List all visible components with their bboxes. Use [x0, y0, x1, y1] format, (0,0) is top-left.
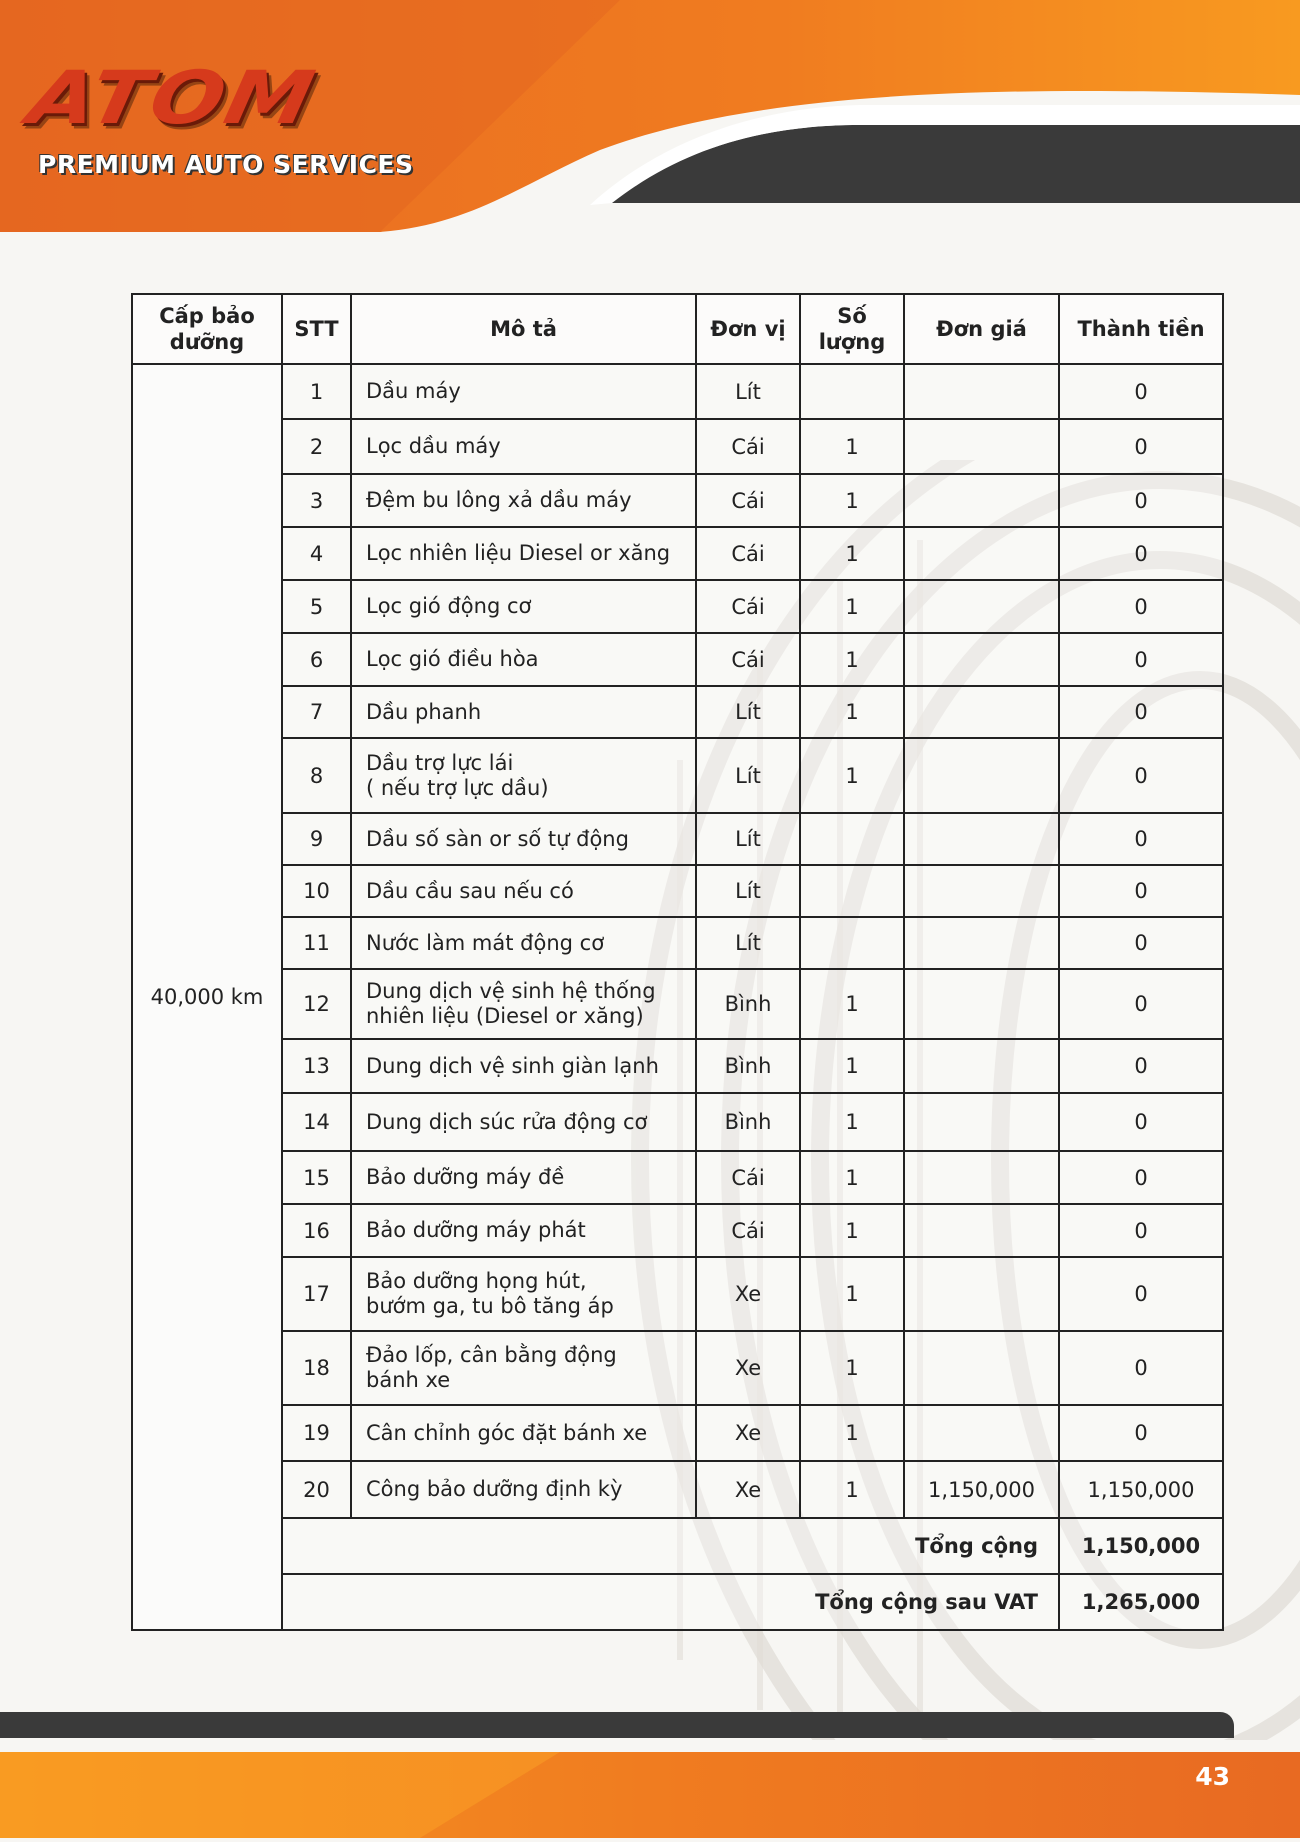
cell-stt: 18 — [282, 1331, 351, 1405]
table-row — [132, 633, 1223, 686]
cell-quantity: 1 — [800, 969, 904, 1039]
cell-amount: 0 — [1059, 419, 1223, 474]
cell-amount: 0 — [1059, 686, 1223, 738]
cell-stt: 16 — [282, 1204, 351, 1257]
cell-quantity: 1 — [800, 738, 904, 813]
cell-stt: 14 — [282, 1093, 351, 1151]
cell-description-line: bánh xe — [366, 1368, 451, 1392]
cell-description: Bảo dưỡng máy đề — [351, 1151, 696, 1204]
cell-unit: Lít — [696, 865, 800, 917]
cell-quantity — [800, 364, 904, 419]
table-row — [132, 969, 1223, 1039]
cell-description: Lọc dầu máy — [351, 419, 696, 474]
cell-unit: Xe — [696, 1461, 800, 1518]
cell-unit: Cái — [696, 419, 800, 474]
cell-amount: 0 — [1059, 1151, 1223, 1204]
table-row — [132, 580, 1223, 633]
cell-quantity: 1 — [800, 1405, 904, 1461]
table-row — [132, 1039, 1223, 1093]
cell-amount: 0 — [1059, 1093, 1223, 1151]
table-header-row — [132, 294, 1223, 364]
cell-description: Công bảo dưỡng định kỳ — [351, 1461, 696, 1518]
cell-unit: Cái — [696, 1204, 800, 1257]
cell-unit: Cái — [696, 474, 800, 527]
brand-logo — [21, 56, 438, 179]
cell-quantity — [800, 917, 904, 969]
cell-quantity: 1 — [800, 474, 904, 527]
cell-stt: 2 — [282, 419, 351, 474]
cell-unit: Xe — [696, 1331, 800, 1405]
cell-quantity: 1 — [800, 686, 904, 738]
cell-amount: 0 — [1059, 1405, 1223, 1461]
cell-stt: 5 — [282, 580, 351, 633]
maintenance-table — [131, 293, 1224, 1631]
table-row — [132, 364, 1223, 419]
cell-description: Dung dịch vệ sinh giàn lạnh — [351, 1039, 696, 1093]
cell-unit-price — [904, 633, 1059, 686]
col-header-qty: Số lượng — [800, 294, 904, 364]
cell-description: Dung dịch súc rửa động cơ — [351, 1093, 696, 1151]
table-row — [132, 865, 1223, 917]
cell-description: Đệm bu lông xả dầu máy — [351, 474, 696, 527]
cell-unit-price — [904, 686, 1059, 738]
cell-description-line: bướm ga, tu bô tăng áp — [366, 1294, 614, 1318]
cell-amount: 0 — [1059, 1039, 1223, 1093]
cell-unit-price — [904, 364, 1059, 419]
logo-wordmark: ATOM — [21, 56, 323, 142]
cell-description: Nước làm mát động cơ — [351, 917, 696, 969]
cell-description: Dầu máy — [351, 364, 696, 419]
cell-unit-price — [904, 1093, 1059, 1151]
cell-amount: 0 — [1059, 527, 1223, 580]
cell-unit: Xe — [696, 1405, 800, 1461]
cell-amount: 0 — [1059, 1257, 1223, 1331]
cell-unit: Lít — [696, 917, 800, 969]
cell-unit-price — [904, 865, 1059, 917]
table-row — [132, 813, 1223, 865]
col-header-amount: Thành tiền — [1059, 294, 1223, 364]
footer-banner — [0, 1700, 1300, 1838]
table-row — [132, 474, 1223, 527]
cell-quantity: 1 — [800, 527, 904, 580]
cell-unit-price — [904, 1405, 1059, 1461]
table-row — [132, 1331, 1223, 1405]
cell-description: Lọc gió điều hòa — [351, 633, 696, 686]
cell-amount: 0 — [1059, 917, 1223, 969]
cell-unit-price — [904, 1039, 1059, 1093]
cell-unit-price: 1,150,000 — [904, 1461, 1059, 1518]
cell-quantity: 1 — [800, 419, 904, 474]
cell-stt: 3 — [282, 474, 351, 527]
cell-amount: 0 — [1059, 474, 1223, 527]
cell-quantity: 1 — [800, 1461, 904, 1518]
cell-amount: 0 — [1059, 580, 1223, 633]
page-number: 43 — [1195, 1762, 1230, 1791]
cell-stt: 12 — [282, 969, 351, 1039]
total-row-label: Tổng cộng — [282, 1518, 1059, 1574]
table-row — [132, 419, 1223, 474]
cell-stt: 20 — [282, 1461, 351, 1518]
cell-unit: Lít — [696, 364, 800, 419]
cell-quantity: 1 — [800, 1151, 904, 1204]
cell-amount: 0 — [1059, 813, 1223, 865]
cell-unit-price — [904, 1331, 1059, 1405]
cell-stt: 7 — [282, 686, 351, 738]
logo-tagline: PREMIUM AUTO SERVICES — [38, 150, 414, 179]
total-row — [132, 1518, 1223, 1574]
page-header — [0, 0, 1300, 240]
cell-quantity: 1 — [800, 1039, 904, 1093]
cell-unit-price — [904, 1257, 1059, 1331]
cell-unit-price — [904, 1151, 1059, 1204]
table-row — [132, 527, 1223, 580]
page-footer — [0, 1700, 1300, 1838]
cell-stt: 11 — [282, 917, 351, 969]
cell-quantity — [800, 865, 904, 917]
cell-description-line: Dung dịch vệ sinh hệ thống — [366, 979, 656, 1003]
cell-description-line: Bảo dưỡng họng hút, — [366, 1269, 587, 1293]
cell-unit: Bình — [696, 1039, 800, 1093]
cell-quantity: 1 — [800, 1331, 904, 1405]
cell-unit-price — [904, 474, 1059, 527]
cell-quantity: 1 — [800, 1093, 904, 1151]
cell-unit-price — [904, 917, 1059, 969]
total-vat-row — [132, 1574, 1223, 1630]
cell-unit: Bình — [696, 1093, 800, 1151]
cell-unit: Xe — [696, 1257, 800, 1331]
col-header-unit: Đơn vị — [696, 294, 800, 364]
cell-description — [351, 1331, 696, 1405]
maintenance-table-container — [131, 293, 1224, 1631]
cell-description: Dầu số sàn or số tự động — [351, 813, 696, 865]
cell-unit: Cái — [696, 1151, 800, 1204]
cell-unit-price — [904, 1204, 1059, 1257]
cell-unit: Bình — [696, 969, 800, 1039]
cell-description: Bảo dưỡng máy phát — [351, 1204, 696, 1257]
table-row — [132, 1204, 1223, 1257]
cell-description-line: ( nếu trợ lực dầu) — [366, 775, 549, 800]
cell-stt: 1 — [282, 364, 351, 419]
col-header-level: Cấp bảo dưỡng — [132, 294, 282, 364]
cell-unit-price — [904, 419, 1059, 474]
cell-unit-price — [904, 813, 1059, 865]
cell-description-line: Dầu trợ lực lái — [366, 750, 514, 775]
table-row — [132, 1257, 1223, 1331]
table-row — [132, 1093, 1223, 1151]
cell-description-line: nhiên liệu (Diesel or xăng) — [366, 1004, 644, 1028]
cell-stt: 4 — [282, 527, 351, 580]
total-vat-row-value: 1,265,000 — [1059, 1574, 1223, 1630]
cell-unit-price — [904, 738, 1059, 813]
table-row — [132, 1461, 1223, 1518]
table-row — [132, 917, 1223, 969]
cell-stt: 10 — [282, 865, 351, 917]
cell-unit: Cái — [696, 580, 800, 633]
cell-description: Cân chỉnh góc đặt bánh xe — [351, 1405, 696, 1461]
cell-unit: Lít — [696, 738, 800, 813]
cell-unit: Cái — [696, 527, 800, 580]
cell-description: Lọc nhiên liệu Diesel or xăng — [351, 527, 696, 580]
total-row-value: 1,150,000 — [1059, 1518, 1223, 1574]
cell-amount: 0 — [1059, 865, 1223, 917]
table-row — [132, 1151, 1223, 1204]
cell-unit: Cái — [696, 633, 800, 686]
cell-amount: 0 — [1059, 364, 1223, 419]
cell-quantity — [800, 813, 904, 865]
table-row — [132, 686, 1223, 738]
cell-stt: 9 — [282, 813, 351, 865]
cell-amount: 0 — [1059, 969, 1223, 1039]
cell-stt: 8 — [282, 738, 351, 813]
cell-description-line: Đảo lốp, cân bằng động — [366, 1343, 617, 1367]
cell-stt: 19 — [282, 1405, 351, 1461]
table-row — [132, 738, 1223, 813]
col-header-price: Đơn giá — [904, 294, 1059, 364]
cell-description — [351, 969, 696, 1039]
cell-quantity: 1 — [800, 633, 904, 686]
cell-amount: 0 — [1059, 633, 1223, 686]
cell-quantity: 1 — [800, 580, 904, 633]
cell-amount: 1,150,000 — [1059, 1461, 1223, 1518]
cell-amount: 0 — [1059, 738, 1223, 813]
cell-stt: 6 — [282, 633, 351, 686]
cell-description: Lọc gió động cơ — [351, 580, 696, 633]
cell-quantity: 1 — [800, 1257, 904, 1331]
table-row — [132, 1405, 1223, 1461]
cell-unit-price — [904, 527, 1059, 580]
col-header-stt: STT — [282, 294, 351, 364]
cell-description: Dầu cầu sau nếu có — [351, 865, 696, 917]
cell-description: Dầu phanh — [351, 686, 696, 738]
cell-description — [351, 738, 696, 813]
total-vat-row-label: Tổng cộng sau VAT — [282, 1574, 1059, 1630]
table-body — [132, 364, 1223, 1630]
cell-unit: Lít — [696, 686, 800, 738]
cell-quantity: 1 — [800, 1204, 904, 1257]
cell-stt: 13 — [282, 1039, 351, 1093]
cell-unit-price — [904, 969, 1059, 1039]
cell-stt: 15 — [282, 1151, 351, 1204]
cell-amount: 0 — [1059, 1331, 1223, 1405]
cell-unit-price — [904, 580, 1059, 633]
cell-amount: 0 — [1059, 1204, 1223, 1257]
cell-description — [351, 1257, 696, 1331]
cell-stt: 17 — [282, 1257, 351, 1331]
maintenance-level-cell: 40,000 km — [132, 364, 282, 1630]
cell-unit: Lít — [696, 813, 800, 865]
col-header-desc: Mô tả — [351, 294, 696, 364]
